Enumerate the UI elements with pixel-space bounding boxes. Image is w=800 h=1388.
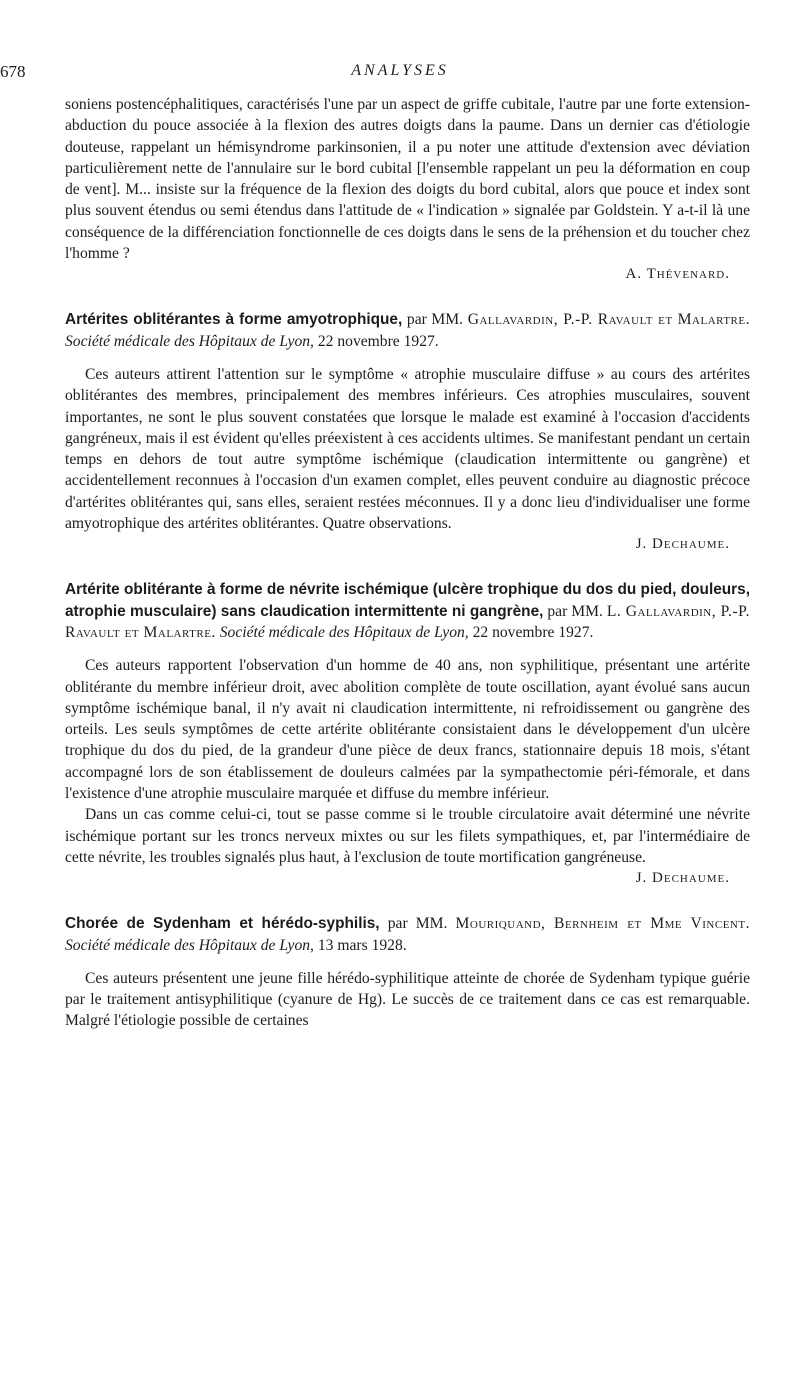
article-choree bbox=[65, 913, 750, 1031]
article-body: Ces auteurs présentent une jeune fille hérédo-syphilitique atteinte de chorée de Sydenham typique guérie par le traitement antisyphilitique (cyanure de Hg). Le succès de ce traitement dans ce cas est remarquable. Malgré l'étiologie possible de certaines bbox=[65, 969, 750, 1030]
signature: A. Thévenard. bbox=[625, 266, 730, 283]
article-title: Artérites oblitérantes à forme amyotrophique, bbox=[65, 311, 403, 329]
article-by: par MM. bbox=[379, 915, 456, 933]
article-source: Société médicale des Hôpitaux de Lyon, bbox=[215, 623, 469, 641]
article-date: 22 novembre 1927. bbox=[468, 623, 594, 641]
article-authors: L. Gallavardin, P.-P. Ravault et Malartre. bbox=[65, 602, 750, 641]
article-title: Chorée de Sydenham et hérédo-syphilis, bbox=[65, 915, 380, 933]
article-by: par MM. bbox=[402, 311, 468, 329]
article-date: 22 novembre 1927. bbox=[313, 332, 439, 350]
article-heading bbox=[65, 913, 750, 956]
article-body: Ces auteurs attirent l'attention sur le symptôme « atrophie musculaire diffuse » au cours des artérites oblitérantes des membres, principalement des membres inférieurs. Ces atrophies musculaires, souvent importantes, ne sont le plus souvent constatées que lorsque le malade est examiné à l'occasion d'accidents gangréneux, mais il est évident qu'elles préexistent à ces accidents ultimes. Se manifestant pendant un certain temps en dehors de tout autre symptôme ischémique (claudication intermittente ou gangrène) et accidentellement reconnues à l'occasion d'un examen complet, elles peuvent conduire au diagnostic précoce d'artérites oblitérantes qui, sans elles, seraient restées méconnues. Il y a donc lieu d'individualiser une forme amyotrophique des artérites oblitérantes. Quatre observations. bbox=[65, 365, 750, 533]
article-body: soniens postencéphalitiques, caractérisés l'une par un aspect de griffe cubitale, l'autre par une forte extension-abduction du pouce associée à la flexion des autres doigts dans la paume. Dans un dernier cas d'étiologie douteuse, rappelant un hémisyndrome parkinsonien, il a pu noter une attitude d'extension avec déviation particulièrement nette de l'annulaire sur le bord cubital [l'ensemble rappelant un peu la déformation en coup de vent]. M... insiste sur la fréquence de la flexion des doigts du bord cubital, alors que pouce et index sont plus souvent étendus ou semi étendus dans l'attitude de « l'indication » signalée par Goldstein. Y a-t-il là une conséquence de la différenciation fonctionnelle de ces doigts dans le sens de la préhension et du toucher chez l'homme ? bbox=[65, 96, 750, 263]
running-head: ANALYSES bbox=[351, 62, 449, 79]
article-heading bbox=[65, 579, 750, 643]
article-authors: Gallavardin, P.-P. Ravault et Malartre. bbox=[467, 311, 750, 329]
article-body-2: Dans un cas comme celui-ci, tout se passe comme si le trouble circulatoire avait déterminé une névrite ischémique portant sur les troncs nerveux mixtes ou sur les filets sympathiques, et, par l'intermédiaire de cette névrite, les troubles signalés plus haut, à l'exclusion de toute mortification gangréneuse. bbox=[65, 806, 750, 866]
content bbox=[65, 94, 750, 1032]
article-date: 13 mars 1928. bbox=[313, 936, 407, 954]
signature: J. Dechaume. bbox=[635, 870, 730, 887]
article-title: Artérite oblitérante à forme de névrite ischémique (ulcère trophique du dos du pied, douleurs, atrophie musculaire) sans claudication intermittente ni gangrène, bbox=[65, 581, 751, 620]
article-body: Ces auteurs rapportent l'observation d'un homme de 40 ans, non syphilitique, présentant une artérite oblitérante du membre inférieur droit, avec abolition complète de toute oscillation, ayant évolué sans aucun symptôme ischémique banal, il n'y avait ni claudication intermittente, ni refroidissement ou gangrène des orteils. Les seuls symptômes de cette artérite oblitérante consistaient dans le développement d'un ulcère trophique du dos du pied, de la grandeur d'une pièce de deux francs, stationnaire depuis 18 mois, s'étant accompagné lors de son établissement de douleurs calmées par la sympathectomie péri-fémorale, et dans l'existence d'une atrophie musculaire marquée et diffuse du membre inférieur. bbox=[65, 657, 750, 803]
page-number: 678 bbox=[0, 62, 26, 81]
signature: J. Dechaume. bbox=[635, 536, 730, 553]
article-nevrite bbox=[65, 579, 750, 887]
article-heading bbox=[65, 309, 750, 352]
article-source: Société médicale des Hôpitaux de Lyon, bbox=[65, 332, 314, 350]
article-source: Société médicale des Hôpitaux de Lyon, bbox=[65, 936, 314, 954]
article-by: par MM. bbox=[543, 602, 607, 620]
article-continuation bbox=[65, 94, 750, 283]
article-amyotrophique bbox=[65, 309, 750, 553]
article-authors: Mouriquand, Bernheim et Mme Vincent. bbox=[455, 915, 750, 933]
